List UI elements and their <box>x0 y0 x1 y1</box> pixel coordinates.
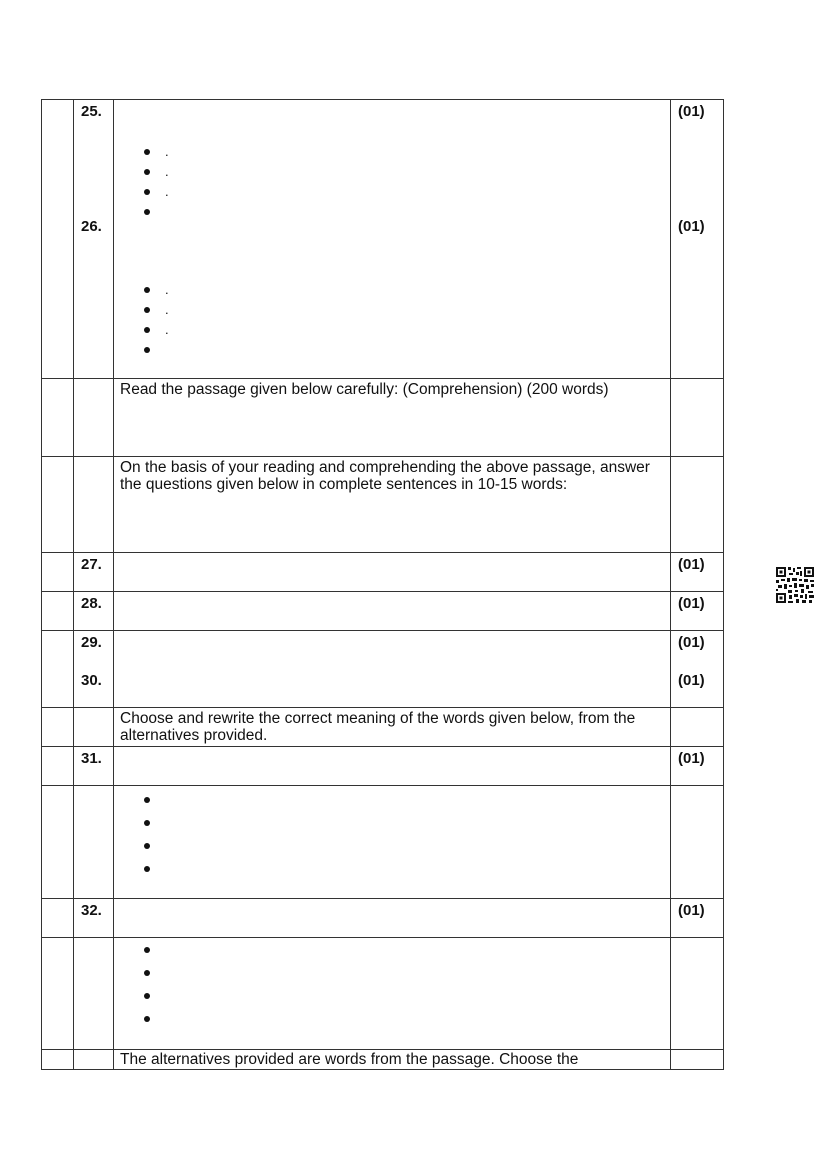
content-cell <box>114 100 671 379</box>
content-cell <box>114 592 671 631</box>
passage-instruction: Read the passage given below carefully: (Comprehension) (200 words) <box>120 381 609 398</box>
blank-cell <box>42 631 74 708</box>
mark-cell <box>671 100 724 379</box>
content-cell <box>114 553 671 592</box>
qnum-cell <box>74 899 114 938</box>
mark-25: (01) <box>678 103 705 120</box>
blank-cell <box>42 899 74 938</box>
question-number-25: 25. <box>81 103 102 120</box>
blank-cell <box>42 457 74 553</box>
list-item <box>144 342 165 358</box>
mark-26: (01) <box>678 218 705 235</box>
bullet-icon <box>144 947 150 953</box>
content-cell <box>114 747 671 786</box>
alternatives-instruction: The alternatives provided are words from the passage. Choose the <box>120 1051 579 1068</box>
bullet-icon <box>144 843 150 849</box>
mark-cell <box>671 899 724 938</box>
bullet-icon <box>144 993 150 999</box>
meaning-instruction: Choose and rewrite the correct meaning of the words given below, from the alternatives provided. <box>120 710 636 744</box>
qnum-cell <box>74 553 114 592</box>
mark-cell <box>671 592 724 631</box>
row-q27 <box>42 553 724 592</box>
blank-cell <box>671 786 724 899</box>
question-number-29: 29. <box>81 634 102 651</box>
bullet-icon <box>144 327 150 333</box>
question-number-30: 30. <box>81 672 102 689</box>
question-number-28: 28. <box>81 595 102 612</box>
blank-cell <box>74 1050 114 1070</box>
row-q28 <box>42 592 724 631</box>
bullet-icon <box>144 149 150 155</box>
answer-instruction: On the basis of your reading and comprehending the above passage, answer the questions given below in complete sentences in 10-15 words: <box>120 459 650 493</box>
row-q31-options <box>42 786 724 899</box>
options-cell <box>114 786 671 899</box>
row-q31 <box>42 747 724 786</box>
list-item <box>144 815 165 831</box>
list-item <box>144 861 165 877</box>
blank-cell <box>671 457 724 553</box>
list-item <box>144 988 165 1004</box>
list-item <box>144 792 165 808</box>
instruction-cell <box>114 457 671 553</box>
list-item: . <box>144 144 169 160</box>
row-q29-q30 <box>42 631 724 708</box>
row-meaning-instruction <box>42 708 724 747</box>
mark-31: (01) <box>678 750 705 767</box>
exam-table <box>41 99 724 1070</box>
list-item <box>144 1011 165 1027</box>
blank-cell <box>74 379 114 457</box>
list-item: . <box>144 184 169 200</box>
list-item <box>144 838 165 854</box>
qr-code-icon <box>775 566 815 604</box>
blank-cell <box>42 592 74 631</box>
mark-29: (01) <box>678 634 705 651</box>
row-answer-instruction <box>42 457 724 553</box>
blank-cell <box>42 379 74 457</box>
list-item: . <box>144 164 169 180</box>
qnum-cell <box>74 747 114 786</box>
list-item: . <box>144 322 169 338</box>
row-passage <box>42 379 724 457</box>
blank-cell <box>42 747 74 786</box>
qnum-cell <box>74 100 114 379</box>
blank-cell <box>671 938 724 1050</box>
blank-cell <box>671 708 724 747</box>
bullet-icon <box>144 820 150 826</box>
blank-cell <box>74 708 114 747</box>
question-number-26: 26. <box>81 218 102 235</box>
question-number-31: 31. <box>81 750 102 767</box>
blank-cell <box>42 1050 74 1070</box>
bullet-icon <box>144 169 150 175</box>
bullet-icon <box>144 189 150 195</box>
instruction-cell <box>114 1050 671 1070</box>
bullet-icon <box>144 866 150 872</box>
qnum-cell <box>74 631 114 708</box>
bullet-icon <box>144 970 150 976</box>
mark-32: (01) <box>678 902 705 919</box>
mark-cell <box>671 553 724 592</box>
mark-cell <box>671 631 724 708</box>
mark-cell <box>671 747 724 786</box>
question-number-27: 27. <box>81 556 102 573</box>
bullet-icon <box>144 347 150 353</box>
row-q32-options <box>42 938 724 1050</box>
list-item <box>144 942 165 958</box>
blank-cell <box>671 379 724 457</box>
blank-cell <box>74 457 114 553</box>
instruction-cell <box>114 708 671 747</box>
list-item <box>144 204 165 220</box>
content-cell <box>114 631 671 708</box>
blank-cell <box>671 1050 724 1070</box>
blank-cell <box>42 786 74 899</box>
bullet-icon <box>144 307 150 313</box>
mark-30: (01) <box>678 672 705 689</box>
list-item: . <box>144 302 169 318</box>
row-alternatives-instruction <box>42 1050 724 1070</box>
mark-27: (01) <box>678 556 705 573</box>
blank-cell <box>42 553 74 592</box>
bullet-icon <box>144 287 150 293</box>
content-cell <box>114 899 671 938</box>
mark-28: (01) <box>678 595 705 612</box>
row-q32 <box>42 899 724 938</box>
question-number-32: 32. <box>81 902 102 919</box>
options-cell <box>114 938 671 1050</box>
qnum-cell <box>74 592 114 631</box>
bullet-icon <box>144 1016 150 1022</box>
blank-cell <box>42 100 74 379</box>
bullet-icon <box>144 209 150 215</box>
row-q25-q26 <box>42 100 724 379</box>
list-item <box>144 965 165 981</box>
blank-cell <box>42 938 74 1050</box>
blank-cell <box>74 938 114 1050</box>
blank-cell <box>42 708 74 747</box>
list-item: . <box>144 282 169 298</box>
instruction-cell <box>114 379 671 457</box>
blank-cell <box>74 786 114 899</box>
bullet-icon <box>144 797 150 803</box>
